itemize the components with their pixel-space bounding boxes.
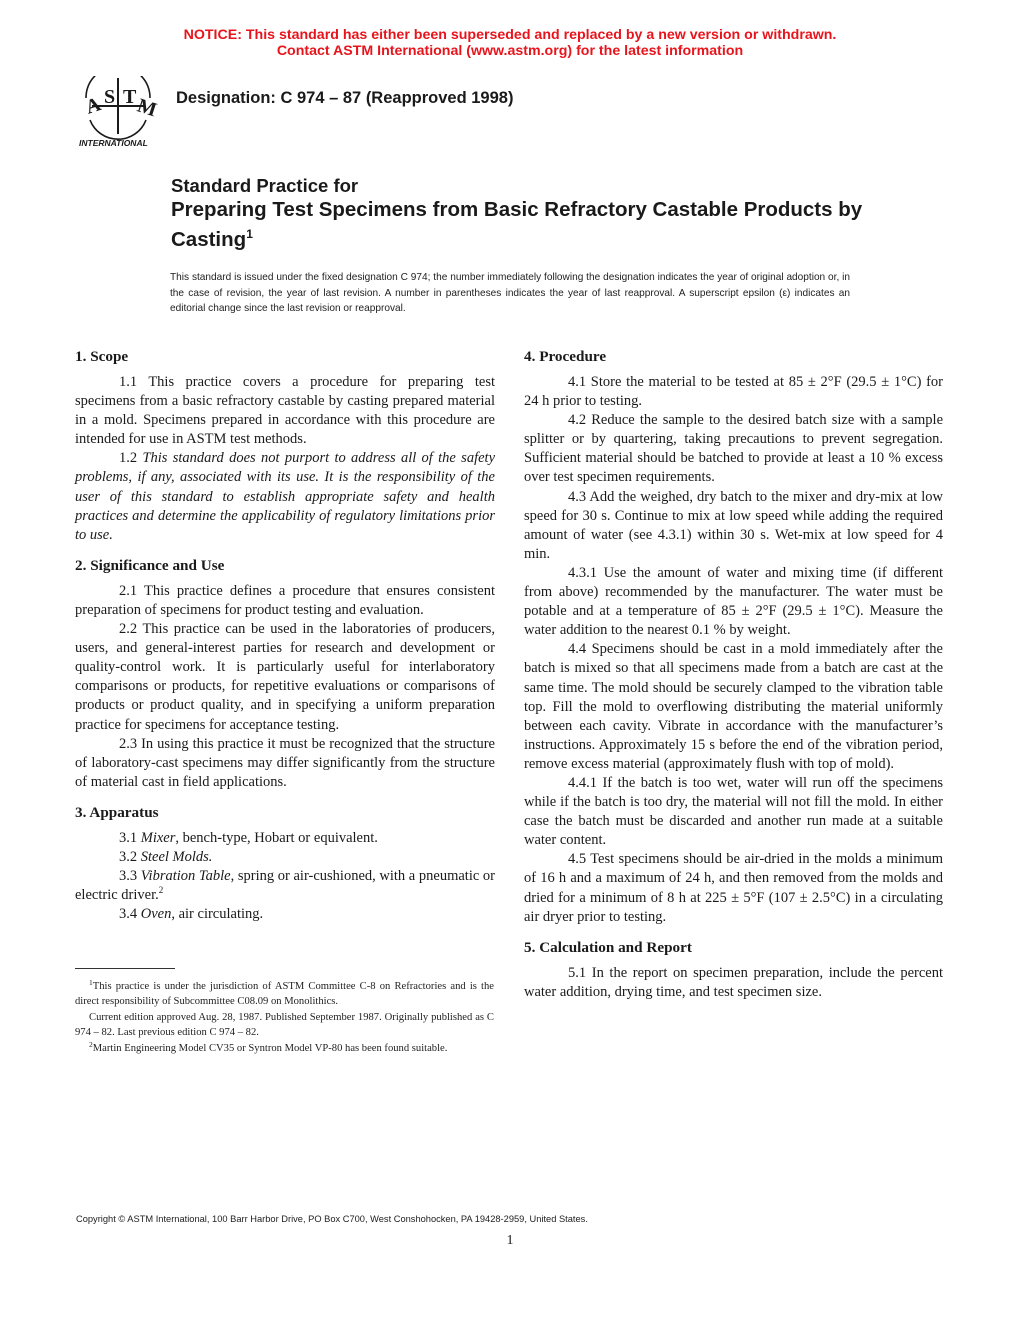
- paragraph-number: 3.3: [119, 868, 138, 885]
- section-apparatus: [75, 803, 495, 924]
- logo-letter-s: S: [104, 86, 116, 108]
- apparatus-term: Steel Molds.: [140, 848, 213, 865]
- footnote-1-edition: Current edition approved Aug. 28, 1987. Published September 1987. Originally published as C 974 – 82. Last previous edition C 974 – 82.: [75, 1011, 494, 1039]
- section-heading: 4. Procedure: [524, 348, 607, 365]
- section-significance: [75, 556, 495, 792]
- apparatus-term: Mixer: [140, 829, 176, 846]
- paragraph-2-1: 2.1 This practice defines a procedure that ensures consistent preparation of specimens for product testing and evaluation.: [75, 582, 495, 618]
- page-number: 1: [506, 1233, 514, 1248]
- designation: Designation: C 974 – 87 (Reapproved 1998): [176, 89, 514, 107]
- footnote-2: [75, 1041, 494, 1056]
- section-procedure: [524, 347, 943, 927]
- section-heading: 2. Significance and Use: [75, 556, 225, 574]
- paragraph-4-3-1: 4.3.1 Use the amount of water and mixing time (if different from above) recommended by the manufacturer. The water must be potable and at a temperature of 85 ± 2°F (29.5 ± 1°C). Measure the water addition to the nearest 0.1 % by weight.: [524, 564, 943, 639]
- astm-logo: [76, 76, 160, 148]
- footnote-number: 2: [89, 1039, 93, 1049]
- paragraph-5-1: 5.1 In the report on specimen preparation, include the percent water addition, drying time, and test specimen size.: [524, 964, 943, 1000]
- notice-line-1: NOTICE: This standard has either been superseded and replaced by a new version or withdrawn.: [183, 27, 837, 43]
- footnote-text: This practice is under the jurisdiction of ASTM Committee C-8 on Refractories and is the direct responsibility of Subcommittee C08.09 on Monolithics.: [75, 981, 494, 1008]
- paragraph-4-3: 4.3 Add the weighed, dry batch to the mixer and dry-mix at low speed for 30 s. Continue to mix at low speed while adding the required amount of water (see 4.3.1) within 30 s. Wet-mix at low speed for 4 min.: [524, 488, 943, 562]
- footnote-ref: 2: [158, 885, 164, 896]
- title-footnote-ref: 1: [246, 227, 253, 241]
- paragraph-3-2: [75, 848, 495, 867]
- logo-caption: INTERNATIONAL: [79, 138, 148, 148]
- paragraph-3-3: [75, 867, 495, 905]
- right-column: [524, 347, 943, 1013]
- apparatus-description: , bench-type, Hobart or equivalent.: [175, 829, 378, 846]
- paragraph-2-2: 2.2 This practice can be used in the laboratories of producers, users, and general-interest parties for research and development or quality-control work. It is particularly useful for interlaboratory comparisons or products, for repetitive evaluations or comparisons of products or product quality, and in specifying a uniform preparation practice for specimens for acceptance testing.: [75, 621, 495, 733]
- title-main: [171, 197, 891, 252]
- apparatus-term: Oven: [140, 906, 172, 923]
- logo-letter-a: A: [82, 93, 104, 119]
- paragraph-number: 3.1: [119, 829, 138, 846]
- apparatus-description: , spring or air-cushioned, with a pneumatic or electric driver.: [75, 868, 495, 904]
- paragraph-4-2: 4.2 Reduce the sample to the desired batch size with a sample splitter or by quartering, taking precautions to prevent segregation. Sufficient material should be batched to provide at least a 10 % excess over test specimen requirements.: [524, 412, 943, 486]
- section-heading: 1. Scope: [75, 348, 129, 365]
- footnote-number: 1: [89, 978, 93, 987]
- section-report: [524, 938, 943, 1002]
- logo-letter-t: T: [123, 86, 137, 108]
- safety-caveat: This standard does not purport to address all of the safety problems, if any, associated with its use. It is the responsibility of the user of this standard to establish appropriate safety and health practices and determine the applicability of regulatory limitations prior to use.: [75, 450, 496, 543]
- left-column: [75, 347, 495, 935]
- paragraph-1-1: 1.1 This practice covers a procedure for preparing test specimens from a basic refractory castable by casting prepared material in a mold. Specimens prepared in accordance with this procedure are intended for use in ASTM test methods.: [75, 374, 495, 448]
- footnote-1: [75, 979, 494, 1010]
- footnote-divider: [75, 968, 175, 969]
- apparatus-term: Vibration Table: [140, 868, 231, 885]
- section-heading: 5. Calculation and Report: [524, 938, 692, 956]
- section-heading: 3. Apparatus: [75, 803, 159, 821]
- logo-letter-m: M: [134, 94, 160, 122]
- section-scope: [75, 347, 495, 545]
- withdrawal-notice: [0, 27, 1020, 59]
- apparatus-description: , air circulating.: [171, 906, 264, 923]
- paragraph-4-4: 4.4 Specimens should be cast in a mold immediately after the batch is mixed so that all specimens made from a batch are cast at the same time. The mold should be securely clamped to the vibration table top. Fill the mold to overflowing distributing the material uniformly between each cavity. Vibrate in accordance with the manufacturer’s instructions. Approximately 15 s before the end of the vibration period, remove excess material (approximately flush with top of mold).: [524, 641, 943, 772]
- footnotes: [75, 979, 494, 1056]
- paragraph-number: 1.2: [119, 450, 138, 467]
- paragraph-3-4: [75, 905, 495, 924]
- paragraph-2-3: 2.3 In using this practice it must be recognized that the structure of laboratory-cast specimens may differ significantly from the structure of material cast in field applications.: [75, 735, 495, 790]
- title-main-text: Preparing Test Specimens from Basic Refractory Castable Products by Casting: [171, 198, 863, 251]
- document-title: [171, 175, 891, 252]
- title-line-1: Standard Practice for: [171, 175, 359, 196]
- paragraph-3-1: [75, 829, 495, 848]
- footnote-text: Martin Engineering Model CV35 or Syntron Model VP-80 has been found suitable.: [92, 1042, 448, 1054]
- copyright: Copyright © ASTM International, 100 Barr Harbor Drive, PO Box C700, West Conshohocken, PA 19428-2959, United States.: [76, 1214, 588, 1224]
- preamble: This standard is issued under the fixed designation C 974; the number immediately following the designation indicates the year of original adoption or, in the case of revision, the year of last revision. A number in parentheses indicates the year of last reapproval. A superscript epsilon (ε) indicates an editorial change since the last revision or reapproval.: [170, 272, 850, 314]
- paragraph-4-5: 4.5 Test specimens should be air-dried in the molds a minimum of 16 h and a maximum of 24 h, and then removed from the molds and dried for a minimum of 8 h at 225 ± 5°F (107 ± 2.5°C) in a circulating air dryer prior to testing.: [524, 851, 943, 925]
- paragraph-number: 3.4: [119, 906, 138, 923]
- notice-line-2: Contact ASTM International (www.astm.org) for the latest information: [276, 43, 744, 59]
- paragraph-number: 3.2: [119, 848, 138, 865]
- paragraph-4-4-1: 4.4.1 If the batch is too wet, water will run off the specimens while if the batch is too dry, the material will not fill the mold. In either case the batch must be discarded and another run made at a suitable water content.: [524, 774, 943, 849]
- paragraph-4-1: 4.1 Store the material to be tested at 85 ± 2°F (29.5 ± 1°C) for 24 h prior to testing.: [524, 374, 943, 410]
- paragraph-1-2: [75, 449, 495, 544]
